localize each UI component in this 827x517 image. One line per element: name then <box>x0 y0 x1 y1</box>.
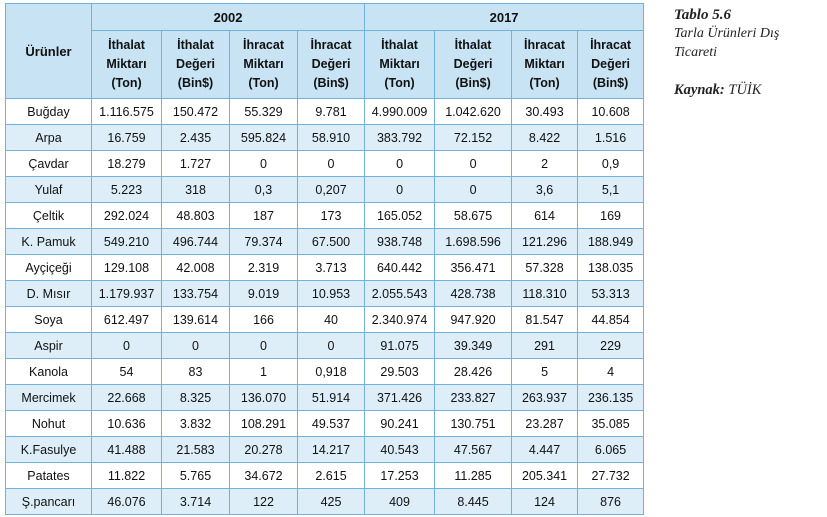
value-cell: 67.500 <box>298 229 365 255</box>
value-cell: 0 <box>92 333 162 359</box>
value-cell: 2.319 <box>230 255 298 281</box>
table-row <box>6 203 644 229</box>
value-cell: 48.803 <box>162 203 230 229</box>
value-cell: 947.920 <box>435 307 512 333</box>
column-header-line: (Bin$) <box>313 76 349 90</box>
table-row <box>6 307 644 333</box>
value-cell: 371.426 <box>365 385 435 411</box>
column-header-line: (Ton) <box>529 76 560 90</box>
column-header-line: İthalat <box>108 38 145 52</box>
value-cell: 1.116.575 <box>92 99 162 125</box>
product-name-cell: Patates <box>6 463 92 489</box>
value-cell: 5,1 <box>578 177 644 203</box>
value-cell: 229 <box>578 333 644 359</box>
table-body <box>6 99 644 515</box>
value-cell: 5 <box>512 359 578 385</box>
table-row <box>6 437 644 463</box>
table-row <box>6 489 644 515</box>
year-header-row <box>6 4 644 31</box>
value-cell: 640.442 <box>365 255 435 281</box>
value-cell: 0 <box>230 333 298 359</box>
table-row <box>6 411 644 437</box>
value-cell: 165.052 <box>365 203 435 229</box>
column-header-line: Değeri <box>176 57 215 71</box>
value-cell: 187 <box>230 203 298 229</box>
value-cell: 8.325 <box>162 385 230 411</box>
value-cell: 10.953 <box>298 281 365 307</box>
table-row <box>6 333 644 359</box>
value-cell: 1.516 <box>578 125 644 151</box>
column-header <box>298 31 365 99</box>
caption-text-line1: Tarla Ürünleri Dış <box>674 26 780 41</box>
value-cell: 11.285 <box>435 463 512 489</box>
value-cell: 47.567 <box>435 437 512 463</box>
value-cell: 3.832 <box>162 411 230 437</box>
value-cell: 236.135 <box>578 385 644 411</box>
column-header-line: İthalat <box>177 38 214 52</box>
value-cell: 409 <box>365 489 435 515</box>
value-cell: 44.854 <box>578 307 644 333</box>
table-row <box>6 359 644 385</box>
column-header-line: Değeri <box>311 57 351 71</box>
table-row <box>6 385 644 411</box>
value-cell: 4.447 <box>512 437 578 463</box>
value-cell: 83 <box>162 359 230 385</box>
value-cell: 28.426 <box>435 359 512 385</box>
value-cell: 79.374 <box>230 229 298 255</box>
value-cell: 8.445 <box>435 489 512 515</box>
column-header-line: Değeri <box>453 57 493 71</box>
value-cell: 58.675 <box>435 203 512 229</box>
value-cell: 51.914 <box>298 385 365 411</box>
column-header <box>578 31 644 99</box>
value-cell: 58.910 <box>298 125 365 151</box>
value-cell: 2.435 <box>162 125 230 151</box>
column-header <box>230 31 298 99</box>
value-cell: 4.990.009 <box>365 99 435 125</box>
table-row <box>6 463 644 489</box>
column-header <box>162 31 230 99</box>
value-cell: 10.608 <box>578 99 644 125</box>
value-cell: 6.065 <box>578 437 644 463</box>
value-cell: 1.179.937 <box>92 281 162 307</box>
product-name-cell: Çavdar <box>6 151 92 177</box>
value-cell: 81.547 <box>512 307 578 333</box>
value-cell: 291 <box>512 333 578 359</box>
value-cell: 11.822 <box>92 463 162 489</box>
value-cell: 0 <box>365 177 435 203</box>
value-cell: 35.085 <box>578 411 644 437</box>
value-cell: 23.287 <box>512 411 578 437</box>
value-cell: 428.738 <box>435 281 512 307</box>
column-header-line: Miktarı <box>524 57 565 71</box>
product-name-cell: Aspir <box>6 333 92 359</box>
value-cell: 129.108 <box>92 255 162 281</box>
column-header-line: İhracat <box>310 38 352 52</box>
value-cell: 9.019 <box>230 281 298 307</box>
table-row <box>6 281 644 307</box>
value-cell: 166 <box>230 307 298 333</box>
column-header <box>92 31 162 99</box>
value-cell: 5.765 <box>162 463 230 489</box>
product-name-cell: Kanola <box>6 359 92 385</box>
value-cell: 292.024 <box>92 203 162 229</box>
value-cell: 22.668 <box>92 385 162 411</box>
product-name-cell: K.Fasulye <box>6 437 92 463</box>
table-row <box>6 125 644 151</box>
column-header-line: İhracat <box>590 38 632 52</box>
value-cell: 72.152 <box>435 125 512 151</box>
column-header-line: Miktarı <box>106 57 147 71</box>
value-cell: 0 <box>162 333 230 359</box>
value-cell: 40 <box>298 307 365 333</box>
value-cell: 3.713 <box>298 255 365 281</box>
value-cell: 53.313 <box>578 281 644 307</box>
value-cell: 496.744 <box>162 229 230 255</box>
value-cell: 41.488 <box>92 437 162 463</box>
value-cell: 5.223 <box>92 177 162 203</box>
value-cell: 39.349 <box>435 333 512 359</box>
value-cell: 0 <box>298 333 365 359</box>
value-cell: 55.329 <box>230 99 298 125</box>
column-header-line: (Ton) <box>111 76 142 90</box>
value-cell: 121.296 <box>512 229 578 255</box>
product-name-cell: Soya <box>6 307 92 333</box>
column-header-line: Miktarı <box>379 57 420 71</box>
value-cell: 383.792 <box>365 125 435 151</box>
column-header-line: (Ton) <box>384 76 415 90</box>
value-cell: 0,207 <box>298 177 365 203</box>
value-cell: 425 <box>298 489 365 515</box>
caption-text-line2: Ticareti <box>674 45 718 60</box>
column-header-line: Değeri <box>591 57 631 71</box>
value-cell: 3.714 <box>162 489 230 515</box>
product-name-cell: K. Pamuk <box>6 229 92 255</box>
product-name-cell: Mercimek <box>6 385 92 411</box>
product-name-cell: Ş.pancarı <box>6 489 92 515</box>
product-name-cell: Nohut <box>6 411 92 437</box>
value-cell: 0,3 <box>230 177 298 203</box>
value-cell: 876 <box>578 489 644 515</box>
value-cell: 30.493 <box>512 99 578 125</box>
value-cell: 0,9 <box>578 151 644 177</box>
product-name-cell: D. Mısır <box>6 281 92 307</box>
value-cell: 40.543 <box>365 437 435 463</box>
value-cell: 614 <box>512 203 578 229</box>
value-cell: 8.422 <box>512 125 578 151</box>
value-cell: 139.614 <box>162 307 230 333</box>
value-cell: 54 <box>92 359 162 385</box>
table-row <box>6 255 644 281</box>
trade-table <box>5 3 644 515</box>
value-cell: 136.070 <box>230 385 298 411</box>
table-row <box>6 177 644 203</box>
value-cell: 0 <box>230 151 298 177</box>
value-cell: 118.310 <box>512 281 578 307</box>
year-2017-header: 2017 <box>365 4 644 31</box>
value-cell: 1 <box>230 359 298 385</box>
value-cell: 0 <box>435 177 512 203</box>
value-cell: 130.751 <box>435 411 512 437</box>
value-cell: 173 <box>298 203 365 229</box>
value-cell: 0 <box>298 151 365 177</box>
source-label: Kaynak: <box>674 82 725 98</box>
value-cell: 2 <box>512 151 578 177</box>
value-cell: 57.328 <box>512 255 578 281</box>
value-cell: 2.055.543 <box>365 281 435 307</box>
value-cell: 0,918 <box>298 359 365 385</box>
value-cell: 356.471 <box>435 255 512 281</box>
value-cell: 122 <box>230 489 298 515</box>
value-cell: 0 <box>365 151 435 177</box>
column-header-line: (Bin$) <box>177 76 214 90</box>
column-header-line: İthalat <box>381 38 418 52</box>
column-header-line: İhracat <box>243 38 284 52</box>
value-cell: 3,6 <box>512 177 578 203</box>
column-header-line: İthalat <box>454 38 492 52</box>
column-header-line: (Ton) <box>248 76 279 90</box>
value-cell: 0 <box>435 151 512 177</box>
value-cell: 1.042.620 <box>435 99 512 125</box>
product-name-cell: Çeltik <box>6 203 92 229</box>
value-cell: 9.781 <box>298 99 365 125</box>
year-2002-header: 2002 <box>92 4 365 31</box>
column-header-line: (Bin$) <box>455 76 491 90</box>
value-cell: 124 <box>512 489 578 515</box>
value-cell: 205.341 <box>512 463 578 489</box>
value-cell: 46.076 <box>92 489 162 515</box>
value-cell: 2.340.974 <box>365 307 435 333</box>
value-cell: 169 <box>578 203 644 229</box>
value-cell: 34.672 <box>230 463 298 489</box>
value-cell: 938.748 <box>365 229 435 255</box>
value-cell: 595.824 <box>230 125 298 151</box>
product-name-cell: Buğday <box>6 99 92 125</box>
value-cell: 49.537 <box>298 411 365 437</box>
value-cell: 90.241 <box>365 411 435 437</box>
value-cell: 1.727 <box>162 151 230 177</box>
caption-source <box>674 82 824 99</box>
value-cell: 17.253 <box>365 463 435 489</box>
source-value: TÜİK <box>728 82 762 98</box>
product-name-cell: Yulaf <box>6 177 92 203</box>
value-cell: 29.503 <box>365 359 435 385</box>
value-cell: 42.008 <box>162 255 230 281</box>
column-header-line: (Bin$) <box>592 76 629 90</box>
value-cell: 91.075 <box>365 333 435 359</box>
table-row <box>6 151 644 177</box>
value-cell: 138.035 <box>578 255 644 281</box>
value-cell: 1.698.596 <box>435 229 512 255</box>
value-cell: 27.732 <box>578 463 644 489</box>
column-header-row <box>6 31 644 99</box>
value-cell: 133.754 <box>162 281 230 307</box>
value-cell: 318 <box>162 177 230 203</box>
value-cell: 18.279 <box>92 151 162 177</box>
products-header: Ürünler <box>6 4 92 99</box>
column-header-line: İhracat <box>524 38 566 52</box>
column-header <box>512 31 578 99</box>
value-cell: 549.210 <box>92 229 162 255</box>
table-row <box>6 99 644 125</box>
column-header-line: Miktarı <box>243 57 284 71</box>
product-name-cell: Ayçiçeği <box>6 255 92 281</box>
value-cell: 108.291 <box>230 411 298 437</box>
table-caption <box>674 6 824 99</box>
value-cell: 16.759 <box>92 125 162 151</box>
value-cell: 14.217 <box>298 437 365 463</box>
value-cell: 4 <box>578 359 644 385</box>
value-cell: 263.937 <box>512 385 578 411</box>
value-cell: 150.472 <box>162 99 230 125</box>
table-row <box>6 229 644 255</box>
value-cell: 2.615 <box>298 463 365 489</box>
caption-title: Tablo 5.6 <box>674 7 731 23</box>
value-cell: 188.949 <box>578 229 644 255</box>
value-cell: 612.497 <box>92 307 162 333</box>
product-name-cell: Arpa <box>6 125 92 151</box>
column-header <box>435 31 512 99</box>
value-cell: 21.583 <box>162 437 230 463</box>
column-header <box>365 31 435 99</box>
value-cell: 10.636 <box>92 411 162 437</box>
value-cell: 20.278 <box>230 437 298 463</box>
value-cell: 233.827 <box>435 385 512 411</box>
